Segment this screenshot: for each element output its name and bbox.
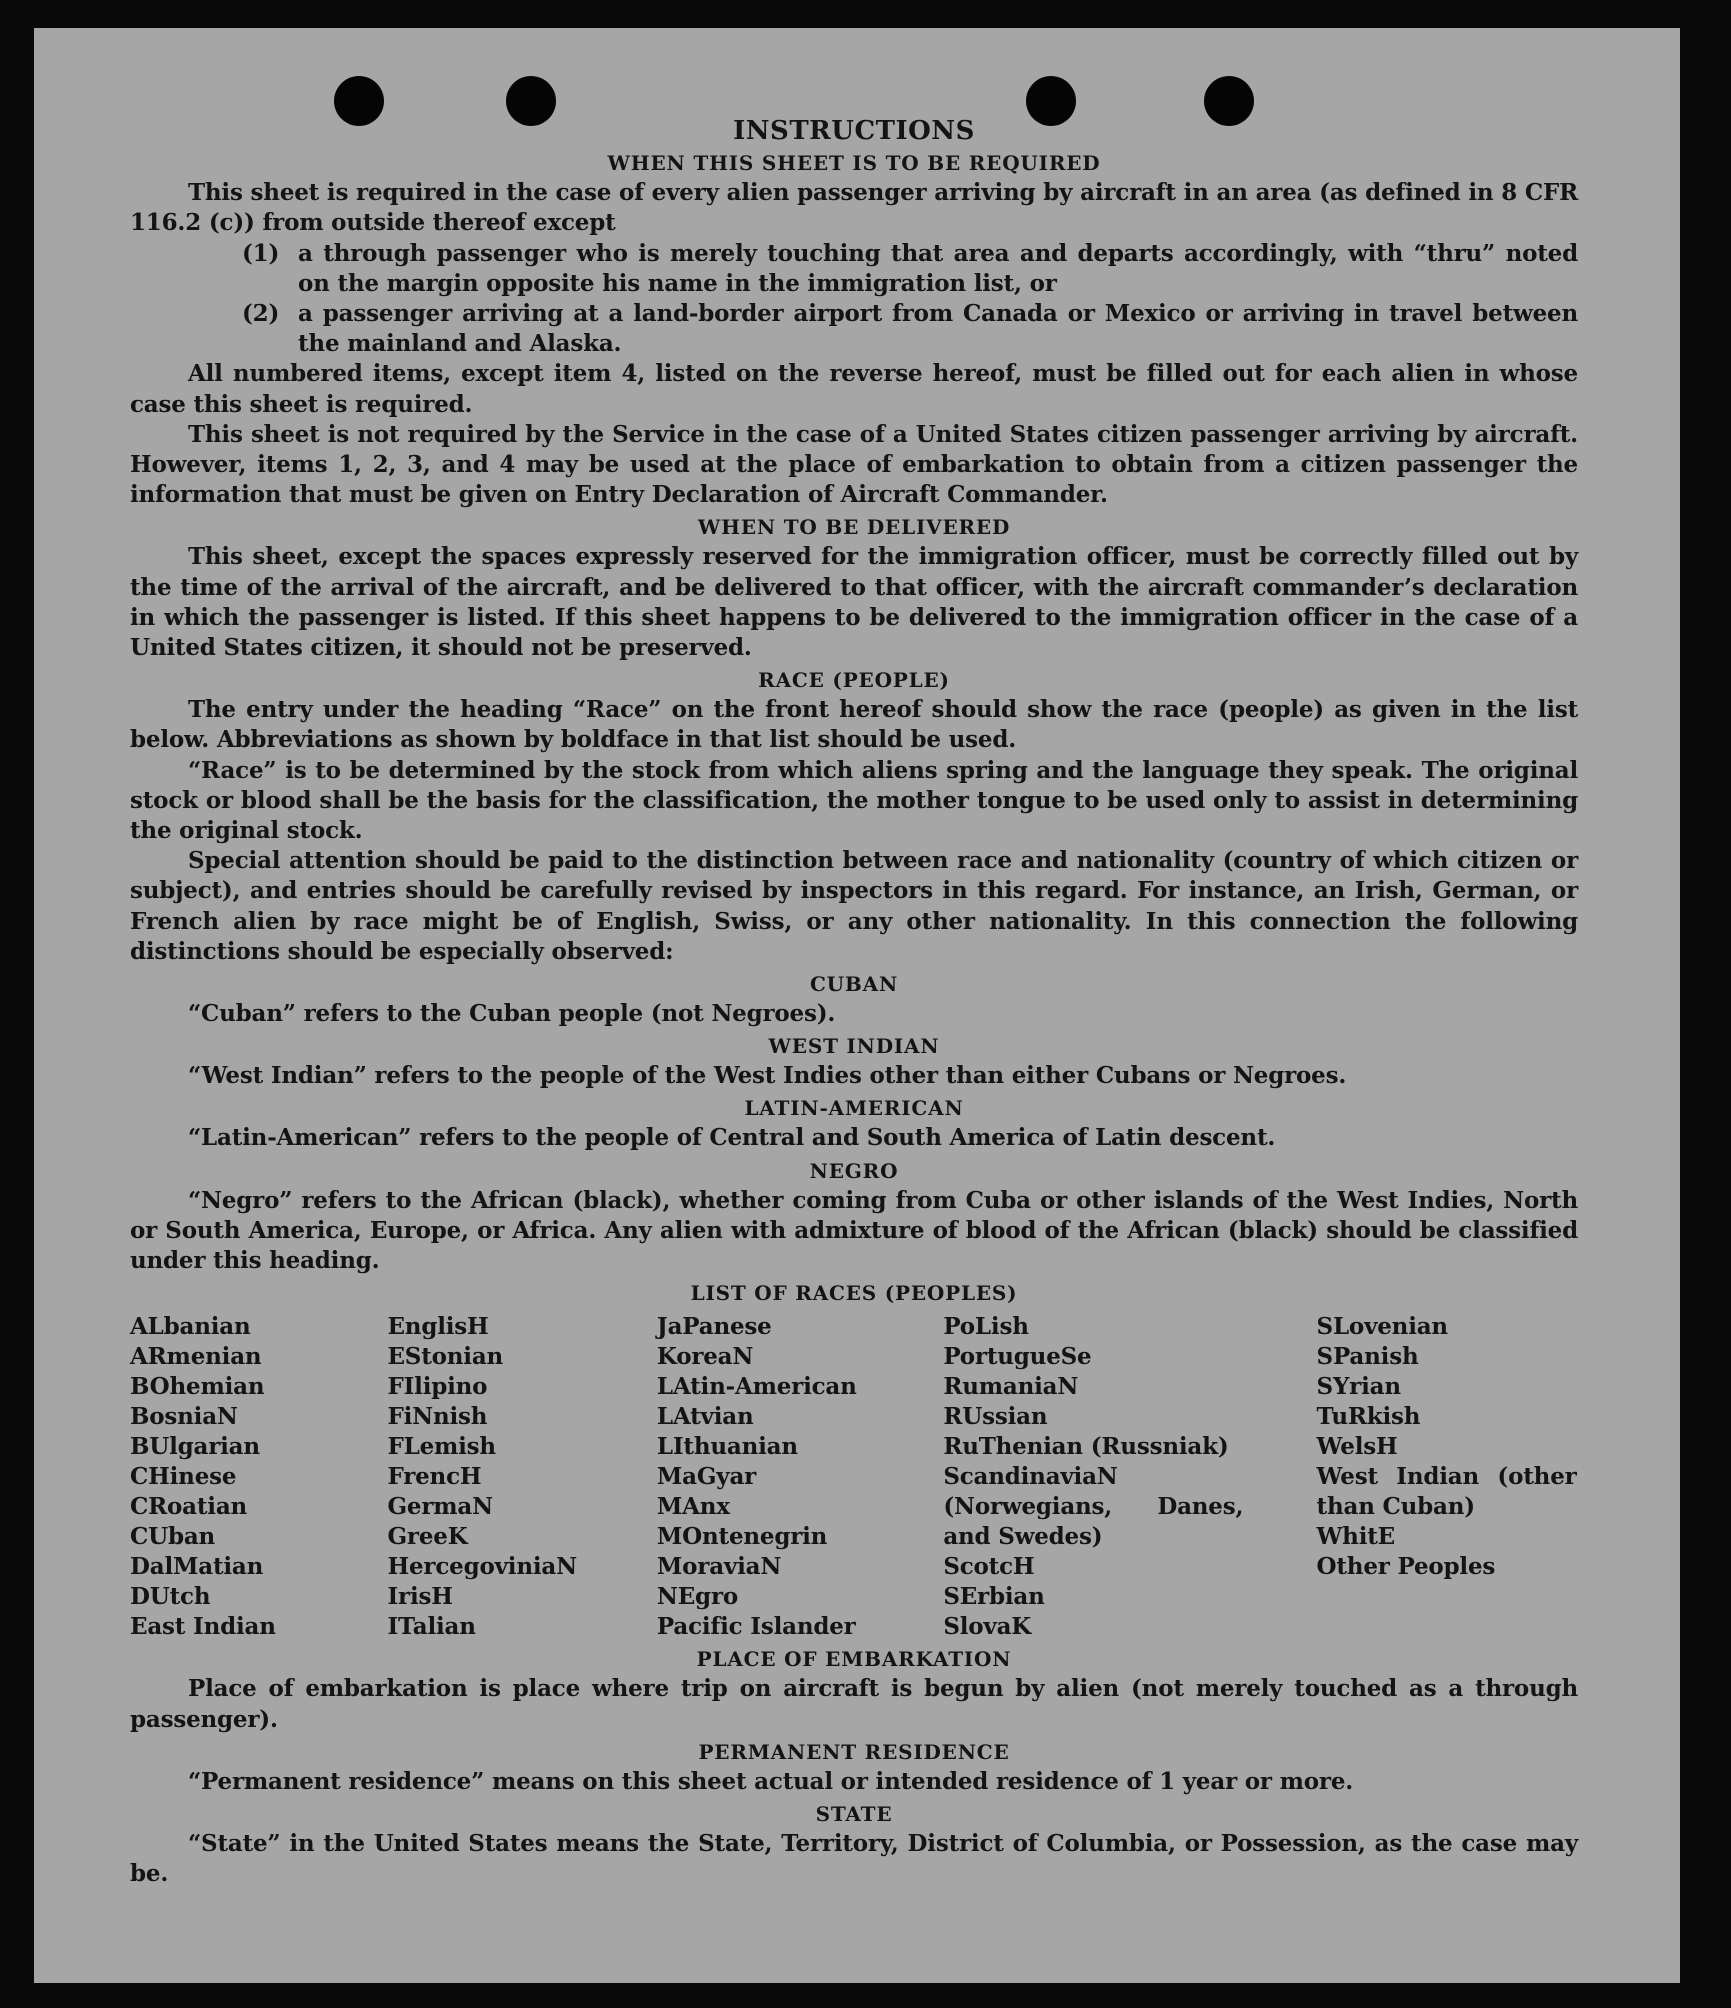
race-item: Pacific Islander <box>656 1613 856 1641</box>
race-item: SPanish <box>1316 1343 1419 1371</box>
exception-text: a passenger arriving at a land-border airport from Canada or Mexico or arriving in travel between the mainland and Alaska. <box>298 300 1578 358</box>
race-column-1 <box>130 1312 387 1642</box>
heading-when-required: WHEN THIS SHEET IS TO BE REQUIRED <box>607 151 1101 176</box>
heading-when-delivered: WHEN TO BE DELIVERED <box>697 515 1011 540</box>
page-title: INSTRUCTIONS <box>733 116 975 146</box>
heading-list-of-races: LIST OF RACES (PEOPLES) <box>690 1281 1018 1306</box>
race-item: CRoatian <box>130 1493 248 1521</box>
race-item: FIlipino <box>387 1373 488 1401</box>
heading-negro: NEGRO <box>809 1158 899 1183</box>
race-item: FLemish <box>387 1433 496 1461</box>
race-item: KoreaN <box>656 1343 754 1371</box>
race-item: MAnx <box>656 1493 730 1521</box>
race-item: RumaniaN <box>943 1373 1079 1401</box>
race-column-4 <box>943 1312 1316 1642</box>
paragraph-numbered-items: All numbered items, except item 4, listed on the reverse hereof, must be filled out for each alien in whose case this sheet is required. <box>130 360 1578 418</box>
race-item: IrisH <box>387 1583 453 1611</box>
race-column-5 <box>1316 1312 1585 1642</box>
heading-cuban: CUBAN <box>809 972 899 997</box>
race-item: HercegoviniaN <box>387 1553 577 1581</box>
exception-number: (2) <box>242 300 280 328</box>
race-item: EStonian <box>387 1343 504 1371</box>
race-item: DUtch <box>130 1583 211 1611</box>
race-item: CHinese <box>130 1463 237 1491</box>
race-item: LAtvian <box>656 1403 754 1431</box>
race-item: ARmenian <box>130 1343 262 1371</box>
heading-permanent-residence: PERMANENT RESIDENCE <box>698 1739 1010 1764</box>
race-item: TuRkish <box>1316 1403 1421 1431</box>
race-item: SErbian <box>943 1583 1045 1611</box>
race-item: FiNnish <box>387 1403 488 1431</box>
race-item: SYrian <box>1316 1373 1401 1401</box>
paragraph-race-entry: The entry under the heading “Race” on the front hereof should show the race (people) as given in the list below. Abbreviations as shown by boldface in that list should be used. <box>130 696 1578 754</box>
paragraph-cuban: “Cuban” refers to the Cuban people (not Negroes). <box>188 1000 836 1028</box>
race-item: LIthuanian <box>656 1433 798 1461</box>
race-item: MaGyar <box>656 1463 757 1491</box>
race-item: PortugueSe <box>943 1343 1092 1371</box>
race-item: WelsH <box>1316 1433 1398 1461</box>
race-item: JaPanese <box>656 1313 772 1341</box>
paragraph-state: “State” in the United States means the State, Territory, District of Columbia, or Possession, as the case may be. <box>130 1829 1578 1888</box>
exception-number: (1) <box>242 239 280 267</box>
exception-item-1 <box>242 239 1578 299</box>
exception-text: a through passenger who is merely touching that area and departs accordingly, with “thru” noted on the margin opposite his name in the immigration list, or <box>298 239 1578 297</box>
race-item: BosniaN <box>130 1403 238 1431</box>
paragraph-west-indian: “West Indian” refers to the people of the West Indies other than either Cubans or Negroes. <box>188 1062 1347 1090</box>
race-item: WhitE <box>1316 1523 1395 1551</box>
paragraph-embarkation: Place of embarkation is place where trip on aircraft is begun by alien (not merely touched as a through passenger). <box>130 1675 1578 1733</box>
document-sheet <box>34 28 1680 1983</box>
paragraph-required-intro: This sheet is required in the case of every alien passenger arriving by aircraft in an area (as defined in 8 CFR 116.2 (c)) from outside thereof except <box>130 179 1578 237</box>
race-item: MOntenegrin <box>656 1523 828 1551</box>
race-item: CUban <box>130 1523 216 1551</box>
race-item: GermaN <box>387 1493 493 1521</box>
exception-item-2 <box>242 299 1578 359</box>
heading-latin-american: LATIN-AMERICAN <box>744 1096 964 1121</box>
paragraph-latin-american: “Latin-American” refers to the people of Central and South America of Latin descent. <box>188 1124 1276 1152</box>
race-item: ScandinaviaN (Norwegians, Danes, and Swedes) <box>943 1463 1252 1551</box>
race-item: FrencH <box>387 1463 482 1491</box>
race-list <box>130 1312 1585 1642</box>
paragraph-race-nationality: Special attention should be paid to the distinction between race and nationality (country of which citizen or subject), and entries should be carefully revised by inspectors in this regard. For instance, an Irish, German, or French alien by race might be of English, Swiss, or any other nationality. In this connection the following distinctions should be especially observed: <box>130 847 1578 965</box>
race-item: LAtin-American <box>656 1373 857 1401</box>
heading-west-indian: WEST INDIAN <box>768 1034 940 1059</box>
race-item: BUlgarian <box>130 1433 260 1461</box>
paragraph-negro: “Negro” refers to the African (black), whether coming from Cuba or other islands of the West Indies, North or South America, Europe, or Africa. Any alien with admixture of blood of the African (black) should be classified under this heading. <box>130 1186 1578 1275</box>
heading-state: STATE <box>815 1801 893 1826</box>
race-item: SLovenian <box>1316 1313 1448 1341</box>
race-item: GreeK <box>387 1523 468 1551</box>
paragraph-race-stock: “Race” is to be determined by the stock from which aliens spring and the language they speak. The original stock or blood shall be the basis for the classification, the mother tongue to be used only to assist in determining the original stock. <box>130 756 1578 845</box>
race-item: Other Peoples <box>1316 1553 1496 1581</box>
race-item: ALbanian <box>130 1313 251 1341</box>
race-item: RuThenian (Russniak) <box>943 1433 1229 1461</box>
race-item: EnglisH <box>387 1313 489 1341</box>
race-item: East Indian <box>130 1613 276 1641</box>
race-item: PoLish <box>943 1313 1029 1341</box>
race-item: NEgro <box>656 1583 739 1611</box>
instructions-content <box>130 116 1585 1889</box>
race-item: MoraviaN <box>656 1553 782 1581</box>
race-item: DalMatian <box>130 1553 264 1581</box>
paragraph-citizen-passenger: This sheet is not required by the Service in the case of a United States citizen passenger arriving by aircraft. However, items 1, 2, 3, and 4 may be used at the place of embarkation to obtain from a citizen passenger the information that must be given on Entry Declaration of Aircraft Commander. <box>130 420 1578 509</box>
race-column-2 <box>387 1312 656 1642</box>
race-item: BOhemian <box>130 1373 265 1401</box>
paragraph-delivery: This sheet, except the spaces expressly reserved for the immigration officer, must be correctly filled out by the time of the arrival of the aircraft, and be delivered to that officer, with the aircraft commander’s declaration in which the passenger is listed. If this sheet happens to be delivered to the immigration officer in the case of a United States citizen, it should not be preserved. <box>130 543 1578 662</box>
race-column-3 <box>657 1312 943 1642</box>
paragraph-residence: “Permanent residence” means on this sheet actual or intended residence of 1 year or more. <box>188 1767 1354 1795</box>
race-item: ITalian <box>387 1613 476 1641</box>
race-item: SlovaK <box>943 1613 1032 1641</box>
heading-place-of-embarkation: PLACE OF EMBARKATION <box>696 1647 1012 1672</box>
race-item: RUssian <box>943 1403 1048 1431</box>
heading-race: RACE (PEOPLE) <box>758 668 950 693</box>
race-item: West Indian (other than Cuban) <box>1316 1463 1585 1521</box>
race-item: ScotcH <box>943 1553 1035 1581</box>
